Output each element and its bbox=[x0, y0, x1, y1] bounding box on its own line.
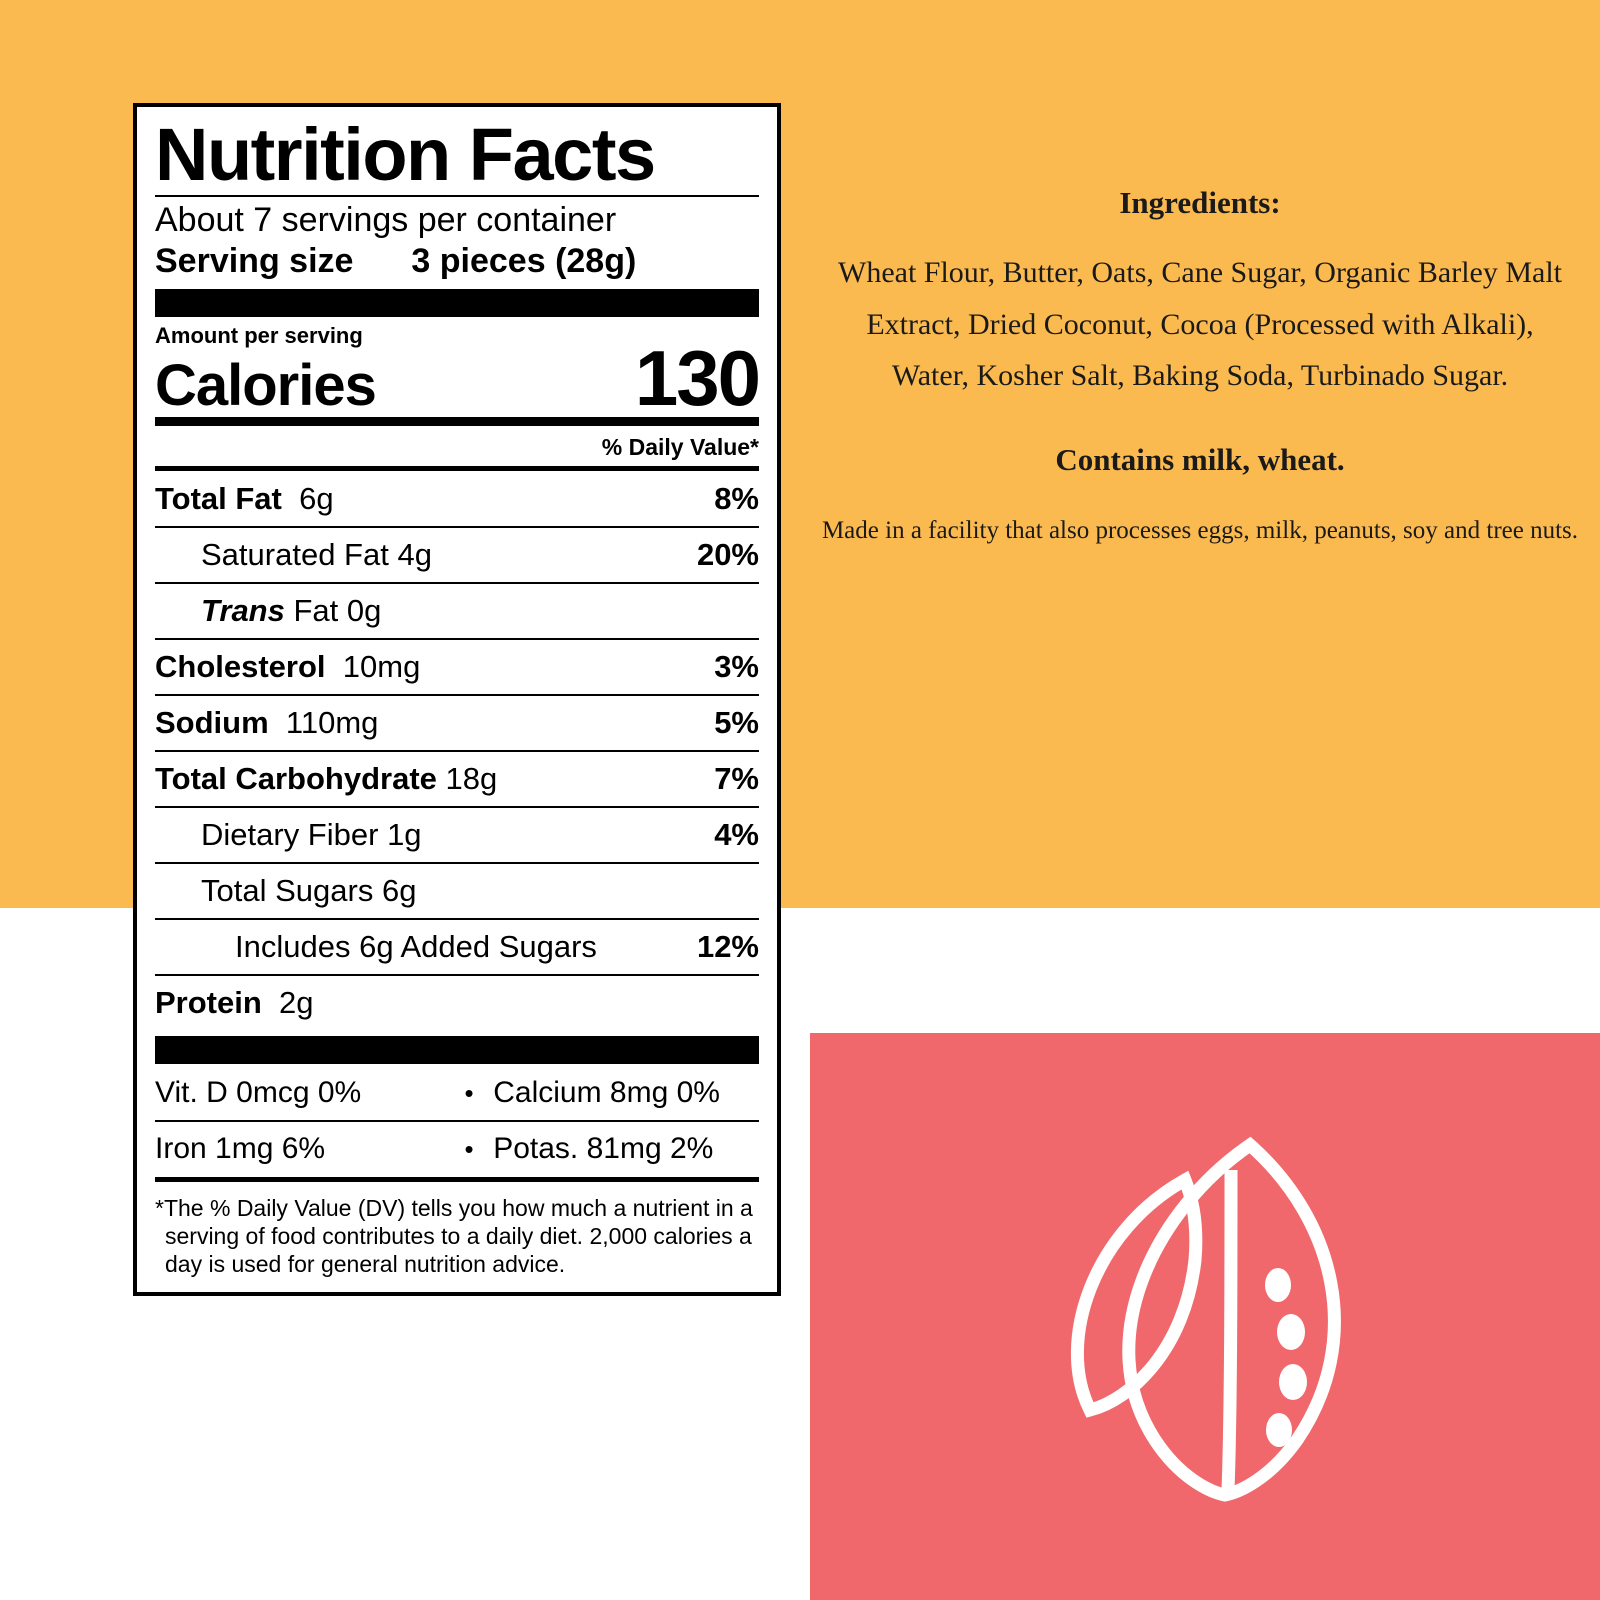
nutrient-daily-value: 12% bbox=[696, 928, 759, 964]
nutrient-name: Total Carbohydrate 18g bbox=[155, 760, 498, 796]
nutrient-daily-value: 20% bbox=[696, 536, 759, 572]
nutrient-row-trans-fat bbox=[155, 588, 759, 634]
nutrition-facts-panel bbox=[133, 103, 781, 1296]
divider bbox=[155, 638, 759, 640]
serving-size-row bbox=[155, 242, 759, 281]
divider bbox=[155, 466, 759, 471]
micronutrient-potassium: Potas. 81mg 2% bbox=[493, 1131, 714, 1165]
amount-per-serving-label: Amount per serving bbox=[155, 322, 363, 348]
nutrient-name: Sodium 110mg bbox=[155, 704, 379, 740]
nutrient-row-saturated-fat bbox=[155, 532, 759, 578]
nutrient-name: Saturated Fat 4g bbox=[201, 536, 432, 572]
ingredients-section bbox=[820, 185, 1580, 549]
nutrient-row-total-carbohydrate bbox=[155, 756, 759, 802]
calories-value: 130 bbox=[634, 333, 759, 422]
nutrient-name: Protein 2g bbox=[155, 984, 314, 1020]
daily-value-header: % Daily Value* bbox=[601, 433, 759, 460]
divider bbox=[155, 694, 759, 696]
nutrient-name: Dietary Fiber 1g bbox=[201, 816, 422, 852]
nutrient-row-cholesterol bbox=[155, 644, 759, 690]
micronutrient-row-2 bbox=[155, 1126, 759, 1172]
divider bbox=[155, 918, 759, 920]
divider bbox=[155, 1177, 759, 1182]
nutrient-name: Total Sugars 6g bbox=[201, 872, 417, 908]
nutrient-daily-value: 8% bbox=[714, 480, 759, 516]
micronutrient-vitamin-d: Vit. D 0mcg 0% bbox=[155, 1075, 362, 1109]
nutrient-daily-value: 5% bbox=[714, 704, 759, 740]
divider bbox=[155, 750, 759, 752]
nutrition-facts-title: Nutrition Facts bbox=[155, 113, 655, 196]
allergen-contains: Contains milk, wheat. bbox=[1055, 441, 1345, 477]
ingredients-title: Ingredients: bbox=[1119, 185, 1281, 220]
nutrient-daily-value: 3% bbox=[714, 648, 759, 684]
nutrient-row-sodium bbox=[155, 700, 759, 746]
nutrient-row-added-sugars bbox=[155, 924, 759, 970]
divider bbox=[155, 806, 759, 808]
bullet-separator: • bbox=[464, 1133, 474, 1164]
micronutrient-iron: Iron 1mg 6% bbox=[155, 1131, 326, 1165]
nutrient-row-total-sugars bbox=[155, 868, 759, 914]
calories-label: Calories bbox=[155, 352, 376, 418]
nutrient-row-protein bbox=[155, 980, 759, 1026]
nutrient-name: Trans Fat 0g bbox=[201, 592, 382, 628]
divider bbox=[155, 582, 759, 584]
divider bbox=[155, 862, 759, 864]
allergen-facility-note: Made in a facility that also processes eggs, milk, peanuts, soy and tree nuts. bbox=[821, 516, 1579, 544]
serving-size-value: 3 pieces (28g) bbox=[411, 241, 637, 280]
serving-size-label: Serving size bbox=[155, 241, 354, 280]
divider-thick bbox=[155, 1036, 759, 1064]
divider bbox=[155, 1120, 759, 1122]
nutrient-daily-value: 4% bbox=[714, 816, 759, 852]
divider-thick bbox=[155, 289, 759, 317]
nutrient-name: Cholesterol 10mg bbox=[155, 648, 421, 684]
nutrient-row-total-fat bbox=[155, 476, 759, 522]
servings-per-container: About 7 servings per container bbox=[155, 200, 617, 239]
daily-value-footnote: *The % Daily Value (DV) tells you how much a nutrient in a serving of food contributes to a daily diet. 2,000 calories a day is used for general nutrition advice. bbox=[155, 1194, 753, 1277]
nutrient-name: Total Fat 6g bbox=[155, 480, 334, 516]
nutrient-name: Includes 6g Added Sugars bbox=[235, 928, 597, 964]
divider bbox=[155, 974, 759, 976]
nutrient-daily-value: 7% bbox=[714, 760, 759, 796]
micronutrient-calcium: Calcium 8mg 0% bbox=[493, 1075, 720, 1109]
divider bbox=[155, 526, 759, 528]
ingredients-list: Wheat Flour, Butter, Oats, Cane Sugar, Organic Barley Malt Extract, Dried Coconut, Cocoa (Processed with Alkali), Water, Kosher Salt, Baking Soda, Turbinado Sugar. bbox=[838, 256, 1562, 393]
nutrient-row-dietary-fiber bbox=[155, 812, 759, 858]
cocoa-pod-icon bbox=[1035, 1110, 1395, 1510]
bullet-separator: • bbox=[464, 1077, 474, 1108]
micronutrient-row-1 bbox=[155, 1070, 759, 1116]
